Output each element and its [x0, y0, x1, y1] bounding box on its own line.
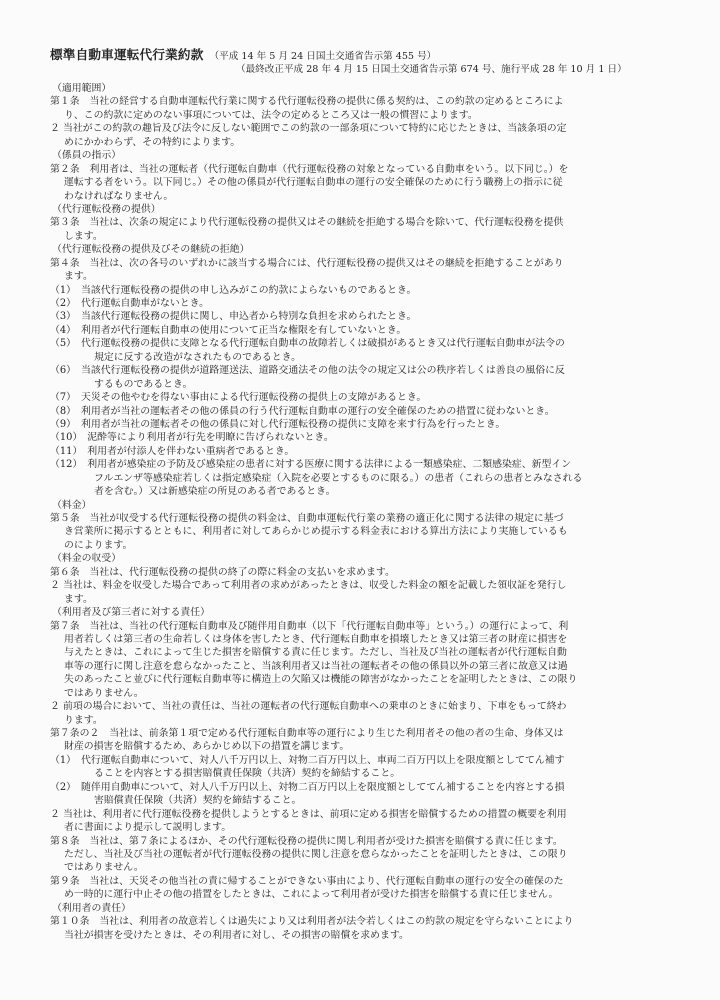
continuation-line: 車等の運行に関し注意を怠らなかったこと、当該利用者又は当社の運転者その他の係員以外の第三者に故意又は過 — [64, 660, 568, 672]
section-heading: （利用者の責任） — [52, 902, 132, 914]
section-heading: （代行運転役務の提供） — [52, 203, 161, 215]
numbered-item: （6） 当該代行運転役務の提供が道路運送法、道路交通法その他の法令の規定又は公の秩序若しくは善良の風俗に反 — [50, 365, 565, 377]
item-continuation-line: 者を含む。）又は新感染症の所見のある者であるとき。 — [94, 486, 336, 498]
paragraph-first-line: ２ 前項の場合において、当社の責任は、当社の運転者の代行運転自動車への乗車のときに始まり、下車をもって終わ — [50, 701, 567, 713]
continuation-line: ではありません。 — [64, 862, 144, 874]
numbered-item: （3） 当該代行運転役務の提供に関し、申込者から特別な負担を求められたとき。 — [50, 311, 417, 323]
document-body — [50, 82, 698, 942]
item-continuation-line: ることを内容とする損害賠償責任保険（共済）契約を締結すること。 — [94, 768, 401, 780]
continuation-line: ではありません。 — [64, 687, 144, 699]
continuation-line: き営業所に掲示するとともに、利用者に対してあらかじめ提示する料金表における算出方法により実施しているも — [64, 526, 568, 538]
continuation-line: わなければなりません。 — [64, 190, 174, 202]
continuation-line: 当社が損害を受けたときは、その利用者に対し、その損害の賠償を求めます。 — [64, 929, 409, 941]
section-heading: （代行運転役務の提供及びその継続の拒絶） — [52, 244, 250, 256]
continuation-line: めにかかわらず、その特約によります。 — [64, 136, 241, 148]
item-continuation-line: 規定に反する改造がなされたものであるとき。 — [94, 351, 301, 363]
article-first-line: 第４条 当社は、次の各号のいずれかに該当する場合には、代行運転役務の提供又はその継続を拒絶することがあり — [50, 257, 564, 269]
article-first-line: 第８条 当社は、第７条によるほか、その代行運転役務の提供に関し利用者が受けた損害を賠償する責に任じます。 — [50, 835, 563, 847]
continuation-line: め一時的に運行中止その他の措置をしたときは、これによって利用者が受けた損害を賠償する責に任じません。 — [64, 889, 559, 901]
continuation-line: のによります。 — [64, 539, 133, 551]
continuation-line: 財産の損害を賠償するため、あらかじめ以下の措置を講じます。 — [64, 741, 350, 753]
continuation-line: ます。 — [64, 593, 93, 605]
numbered-item: （8） 利用者が当社の運転者その他の係員の行う代行運転自動車の運行の安全確保のための措置に従わないとき。 — [50, 405, 555, 417]
continuation-line: 者に書面により提示して説明します。 — [64, 822, 232, 834]
article-first-line: 第１条 当社の経営する自動車運転代行業に関する代行運転役務の提供に係る契約は、この約款の定めるところによ — [50, 96, 564, 108]
section-heading: （適用範囲） — [52, 83, 112, 94]
numbered-item: （2） 代行運転自動車がないとき。 — [50, 298, 209, 309]
continuation-line: ります。 — [64, 714, 103, 726]
numbered-item: （10） 泥酔等により利用者が行先を明瞭に告げられないとき。 — [50, 432, 334, 444]
article-first-line: 第７条 当社は、当社の代行運転自動車及び随伴用自動車（以下「代行運転自動車等」という。）の運行によって、利 — [50, 620, 569, 632]
article-first-line: 第７条の２ 当社は、前条第１項で定める代行運転自動車等の運行により生じた利用者その他の者の生命、身体又は — [50, 728, 564, 739]
item-continuation-line: 害賠償責任保険（共済）契約を締結すること。 — [94, 795, 302, 807]
item-continuation-line: フルエンザ等感染症若しくは指定感染症（入院を必要とするものに限る。）の患者（これらの患者とみなされる — [94, 472, 583, 484]
section-heading: （係員の指示） — [52, 150, 122, 162]
article-first-line: 第６条 当社は、代行運転役務の提供の終了の際に料金の支払いを求めます。 — [50, 566, 395, 578]
continuation-line: ただし、当社及び当社の運転者が代行運転役務の提供に関し注意を怠らなかったことを証明したときは、この限り — [64, 848, 568, 860]
numbered-item: （2） 随伴用自動車について、対人八千万円以上、対物二百万円以上を限度額としててん補することを内容とする損 — [50, 781, 565, 793]
revision-note: （最終改正平成 28 年 4 月 15 日国土交通省告示第 674 号、施行平成 28 年 10 月 1 日） — [236, 64, 627, 75]
paragraph-first-line: ２ 当社がこの約款の趣旨及び法令に反しない範囲でこの約款の一部条項について特約に応じたときは、当該条項の定 — [50, 123, 567, 135]
document-subtitle: （平成 14 年 5 月 24 日国土交通省告示第 455 号） — [209, 51, 437, 62]
numbered-item: （9） 利用者が当社の運転者その他の係員に対し代行運転役務の提供に支障を来す行為を行ったとき。 — [50, 418, 506, 430]
continuation-line: ます。 — [64, 271, 93, 283]
continuation-line: します。 — [64, 230, 103, 242]
article-first-line: 第１０条 当社は、利用者の故意若しくは過失により又は利用者が法令若しくはこの約款の規定を守らないことにより — [50, 916, 574, 928]
article-first-line: 第３条 当社は、次条の規定により代行運転役務の提供又はその継続を拒絶する場合を除いて、代行運転役務を提供 — [50, 217, 564, 229]
item-continuation-line: するものであるとき。 — [94, 378, 193, 390]
numbered-item: （5） 代行運転役務の提供に支障となる代行運転自動車の故障若しくは破損があるとき又は代行運転自動車が法令の — [50, 338, 565, 350]
continuation-line: 運転する者をいう。以下同じ。）その他の係員が代行運転自動車の運行の安全確保のために行う職務上の指示に従 — [64, 177, 563, 189]
numbered-item: （7） 天災その他やむを得ない事由による代行運転役務の提供上の支障があるとき。 — [50, 392, 427, 404]
numbered-item: （11） 利用者が付添人を伴わない重病者であるとき。 — [50, 445, 295, 457]
document-title: 標準自動車運転代行業約款 — [50, 47, 204, 62]
continuation-line: 用者若しくは第三者の生命若しくは身体を害したとき、代行運転自動車を損壊したとき又は第三者の財産に損害を — [64, 633, 568, 645]
section-heading: （料金の収受） — [52, 553, 122, 565]
numbered-item: （1） 当該代行運転役務の提供の申し込みがこの約款によらないものであるとき。 — [50, 284, 417, 296]
section-heading: （料金） — [52, 499, 92, 511]
article-first-line: 第２条 利用者は、当社の運転者（代行運転自動車（代行運転役務の対象となっている自動車をいう。以下同じ。）を — [50, 163, 569, 175]
numbered-item: （12） 利用者が感染症の予防及び感染症の患者に対する医療に関する法律による一類感染症、二類感染症、新型イン — [50, 459, 572, 471]
continuation-line: り、この約款に定めのない事項については、法令の定めるところ又は一般の慣習によります。 — [64, 109, 478, 121]
article-first-line: 第９条 当社は、天災その他当社の責に帰することができない事由により、代行運転自動車の運行の安全の確保のた — [50, 875, 564, 887]
continuation-line: 与えたときは、これによって生じた損害を賠償する責に任じます。ただし、当社及び当社の運転者が代行運転自動 — [64, 647, 567, 659]
article-first-line: 第５条 当社が収受する代行運転役務の提供の料金は、自動車運転代行業の業務の適正化に関する法律の規定に基づ — [50, 513, 564, 524]
numbered-item: （1） 代行運転自動車について、対人八千万円以上、対物二百万円以上、車両二百万円以上を限度額としててん補す — [50, 754, 565, 766]
paragraph-first-line: ２ 当社は、料金を収受した場合であって利用者の求めがあったときは、収受した料金の額を記載した領収証を発行し — [50, 580, 567, 592]
section-heading: （利用者及び第三者に対する責任） — [52, 607, 211, 619]
continuation-line: 失のあったこと並びに代行運転自動車等に構造上の欠陥又は機能の障害がなかったことを証明したときは、この限り — [64, 674, 578, 686]
numbered-item: （4） 利用者が代行運転自動車の使用について正当な権限を有していないとき。 — [50, 324, 407, 336]
paragraph-first-line: ２ 当社は、利用者に代行運転役務を提供しようとするときは、前項に定める損害を賠償するための措置の概要を利用 — [50, 808, 567, 820]
